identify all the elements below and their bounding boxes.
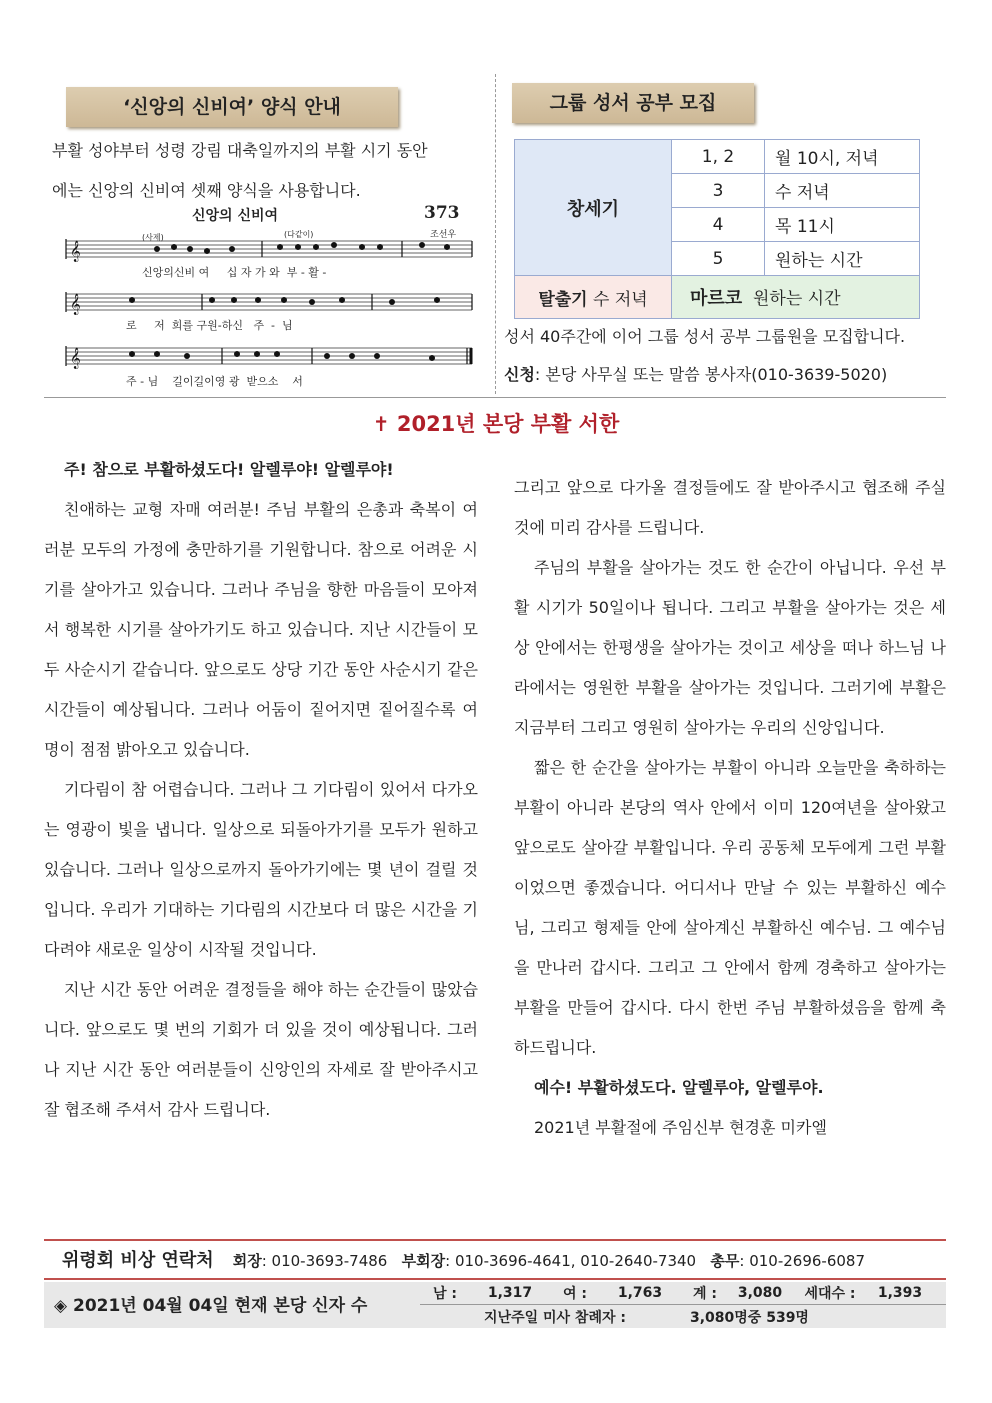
section-divider <box>44 397 946 398</box>
mark-cell: 마르코 원하는 시간 <box>672 276 920 319</box>
group-cell: 1, 2 <box>672 140 765 174</box>
score-number: 373 <box>424 203 460 223</box>
letter-right-column <box>514 468 946 1148</box>
exodus-cell: 탈출기 수 저녁 <box>515 276 672 319</box>
contact-bottom-rule <box>44 1278 946 1280</box>
mass-attendance: 3,080명중 539명 <box>690 1310 809 1326</box>
letter-paragraph: 짧은 한 순간을 살아가는 부활이 아니라 오늘만을 축하하는 부활이 아니라 본당의 역사 안에서 이미 120여년을 살아왔고 앞으로도 살아갈 부활입니다. 우리 공동체 모두에게 그런 부활이었으면 좋겠습니다. 어디서나 만날 수 있는 부활하신 예수님, 그리고 형제들 안에 살아계신 부활하신 예수님. 그 예수님을 만나러 갑시다. 그리고 그 안에서 함께 경축하고 살아가는 부활을 만들어 갑시다. 다시 한번 주님 부활하셨음을 함께 축하드립니다. <box>514 758 946 1057</box>
score-composer: 조선우 <box>430 230 457 240</box>
contact-top-rule <box>44 1239 946 1241</box>
group-cell: 4 <box>672 208 765 242</box>
group-cell: 5 <box>672 242 765 276</box>
score-lyrics-2: 로 저 희를 구원-하신 주 - 님 <box>126 319 293 332</box>
letter-paragraph: 지난 시간 동안 어려운 결정들을 해야 하는 순간들이 많았습니다. 앞으로도 몇 번의 기회가 더 있을 것이 예상됩니다. 그러나 지난 시간 동안 여러분들이 신앙인의 자세로 잘 받아주시고 잘 협조해 주셔서 감사 드립니다. <box>44 980 478 1119</box>
svg-text:𝄞: 𝄞 <box>70 348 81 369</box>
contact-line: 위령회 비상 연락처 회장: 010-3693-7486 부회장: 010-3696-4641, 010-2640-7340 총무: 010-2696-6087 <box>62 1250 866 1271</box>
male-count: 1,317 <box>487 1285 533 1301</box>
total-count: 3,080 <box>737 1285 783 1301</box>
letter-greeting: 주! 참으로 부활하셨도다! 알렐루야! 알렐루야! <box>64 460 394 479</box>
stats-title: ◈ 2021년 04월 04일 현재 본당 신자 수 <box>54 1296 368 1316</box>
cross-icon: ✝ <box>372 412 390 436</box>
letter-title: ✝ 2021년 본당 부활 서한 <box>372 412 620 436</box>
letter-left-column <box>44 450 478 1130</box>
bible-study-table <box>514 139 920 319</box>
svg-text:𝄞: 𝄞 <box>70 241 81 262</box>
score-lyrics-1: 신앙의신비 여 십 자 가 와 부 - 활 - <box>142 266 327 279</box>
time-cell: 월 10시, 저녁 <box>765 140 920 174</box>
letter-paragraph: 기다림이 참 어렵습니다. 그러나 그 기다림이 있어서 다가오는 영광이 빛을 냅니다. 일상으로 되돌아가기를 모두가 원하고 있습니다. 그러나 일상으로까지 돌아가기에는 몇 년이 걸릴 것입니다. 우리가 기대하는 기다림의 시간보다 더 많은 시간을 기다려야 새로운 일상이 시작될 것입니다. <box>44 780 478 959</box>
letter-signature: 2021년 부활절에 주임신부 현경훈 미카엘 <box>534 1118 827 1137</box>
faith-mystery-text: 부활 성야부터 성령 강림 대축일까지의 부활 시기 동안 에는 신앙의 신비여 셋째 양식을 사용합니다. <box>52 141 428 200</box>
time-cell: 원하는 시간 <box>765 242 920 276</box>
score-mark-all: (다같이) <box>284 230 314 239</box>
score-mark-priest: (사제) <box>142 233 164 242</box>
letter-paragraph: 친애하는 교형 자매 여러분! 주님 부활의 은총과 축복이 여러분 모두의 가정에 충만하기를 기원합니다. 참으로 어려운 시기를 살아가고 있습니다. 그러나 주님을 향한 마음들이 모아져서 행복한 시기를 살아가기도 하고 있습니다. 지난 시간들이 모두 사순시기 같습니다. 앞으로도 상당 기간 동안 사순시기 같은 시간들이 예상됩니다. 그러나 어둠이 짙어지면 짙어질수록 여명이 점점 밝아오고 있습니다. <box>44 500 478 759</box>
stats-counts: 남 : 1,317 여 : 1,763 계 : 3,080 세대수 : 1,393 <box>420 1282 946 1305</box>
bible-study-title: 그룹 성서 공부 모집 <box>512 83 754 123</box>
faith-mystery-title: ‘신앙의 신비여’ 양식 안내 <box>66 87 398 127</box>
bible-study-info: 성서 40주간에 이어 그룹 성서 공부 그룹원을 모집합니다. <box>504 327 906 346</box>
score-lyrics-3: 주 - 님 길이길이영 광 받으소 서 <box>126 375 303 388</box>
contact-title: 위령회 비상 연락처 <box>62 1250 214 1271</box>
letter-closing: 예수! 부활하셨도다. 알렐루야, 알렐루야. <box>534 1078 824 1097</box>
score-title: 신앙의 신비여 <box>192 208 279 224</box>
time-cell: 수 저녁 <box>765 174 920 208</box>
column-divider <box>495 74 496 394</box>
group-cell: 3 <box>672 174 765 208</box>
letter-paragraph: 그리고 앞으로 다가올 결정들에도 잘 받아주시고 협조해 주실 것에 미리 감사를 드립니다. <box>514 478 946 537</box>
svg-text:𝄞: 𝄞 <box>70 294 81 315</box>
bible-study-apply: 신청: 본당 사무실 또는 말씀 봉사자(010-3639-5020) <box>504 365 888 384</box>
household-count: 1,393 <box>877 1285 923 1301</box>
female-count: 1,763 <box>617 1285 663 1301</box>
letter-paragraph: 주님의 부활을 살아가는 것도 한 순간이 아닙니다. 우선 부활 시기가 50일이나 됩니다. 그리고 부활을 살아가는 것은 세상 안에서는 한평생을 살아가는 것이고 세상을 떠나 하느님 나라에서는 영원한 부활을 살아가는 것입니다. 그러기에 부활은 지금부터 그리고 영원히 살아가는 우리의 신앙입니다. <box>514 558 946 737</box>
music-score <box>62 205 478 393</box>
genesis-cell: 창세기 <box>515 140 672 276</box>
music-score-staves <box>62 205 478 393</box>
stats-mass: 지난주일 미사 참례자 : 3,080명중 539명 <box>420 1306 946 1328</box>
time-cell: 목 11시 <box>765 208 920 242</box>
